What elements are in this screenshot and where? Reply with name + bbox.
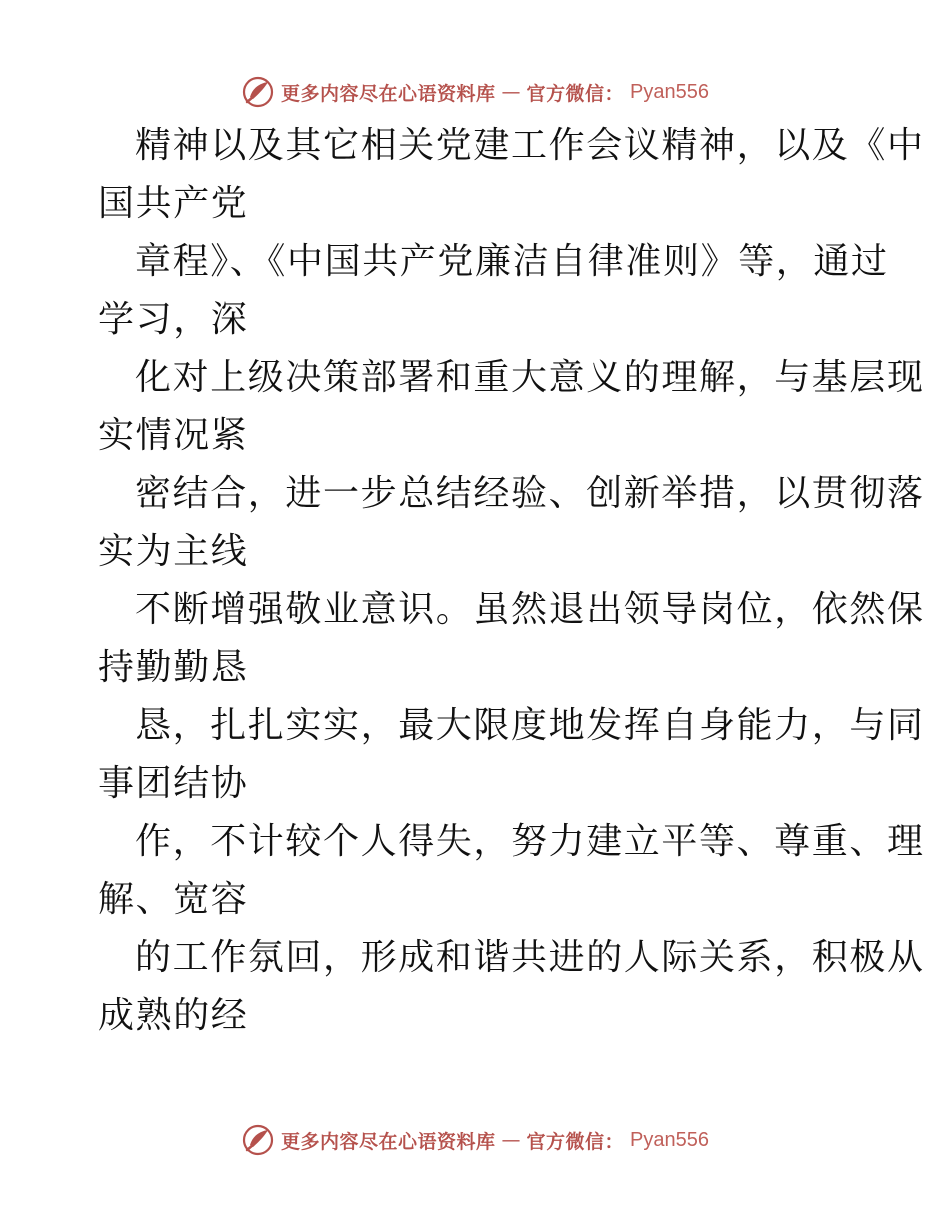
header-banner	[0, 72, 950, 112]
text-line: 的工作氛回，形成和谐共进的人际关系，积极从	[135, 937, 925, 978]
header-wechat-label: 官方微信：	[526, 82, 625, 105]
text-line: 化对上级决策部署和重大意义的理解，与基层现	[135, 357, 925, 398]
text-line: 事团结协	[98, 763, 249, 804]
text-line: 精神以及其它相关党建工作会议精神，以及《中	[135, 125, 925, 166]
brand-logo-icon	[241, 1123, 275, 1157]
text-line: 成熟的经	[98, 995, 249, 1036]
text-line: 解、宽容	[98, 879, 249, 920]
text-line: 学习，深	[98, 299, 249, 340]
footer-banner-separator: —	[501, 1129, 521, 1151]
text-line: 密结合，进一步总结经验、创新举措，以贯彻落	[135, 473, 925, 514]
text-line: 实为主线	[98, 531, 249, 572]
text-line: 持勤勤恳	[98, 647, 249, 688]
text-line: 章程》、《中国共产党廉洁自律准则》等，通过	[135, 241, 889, 282]
footer-wechat-label: 官方微信：	[526, 1130, 625, 1153]
brand-logo-icon	[241, 75, 275, 109]
footer-banner-text: 更多内容尽在心语资料库	[281, 1130, 496, 1153]
text-line: 国共产党	[98, 183, 249, 224]
text-line: 恳，扎扎实实，最大限度地发挥自身能力，与同	[135, 705, 925, 746]
footer-wechat-id: Pyan556	[630, 1128, 709, 1151]
footer-banner	[0, 1120, 950, 1160]
text-line: 作，不计较个人得失，努力建立平等、尊重、理	[135, 821, 925, 862]
text-line: 不断增强敬业意识。虽然退出领导岗位，依然保	[135, 589, 925, 630]
text-line: 实情况紧	[98, 415, 249, 456]
header-banner-text: 更多内容尽在心语资料库	[281, 82, 496, 105]
header-banner-separator: —	[501, 81, 521, 103]
header-wechat-id: Pyan556	[630, 80, 709, 103]
